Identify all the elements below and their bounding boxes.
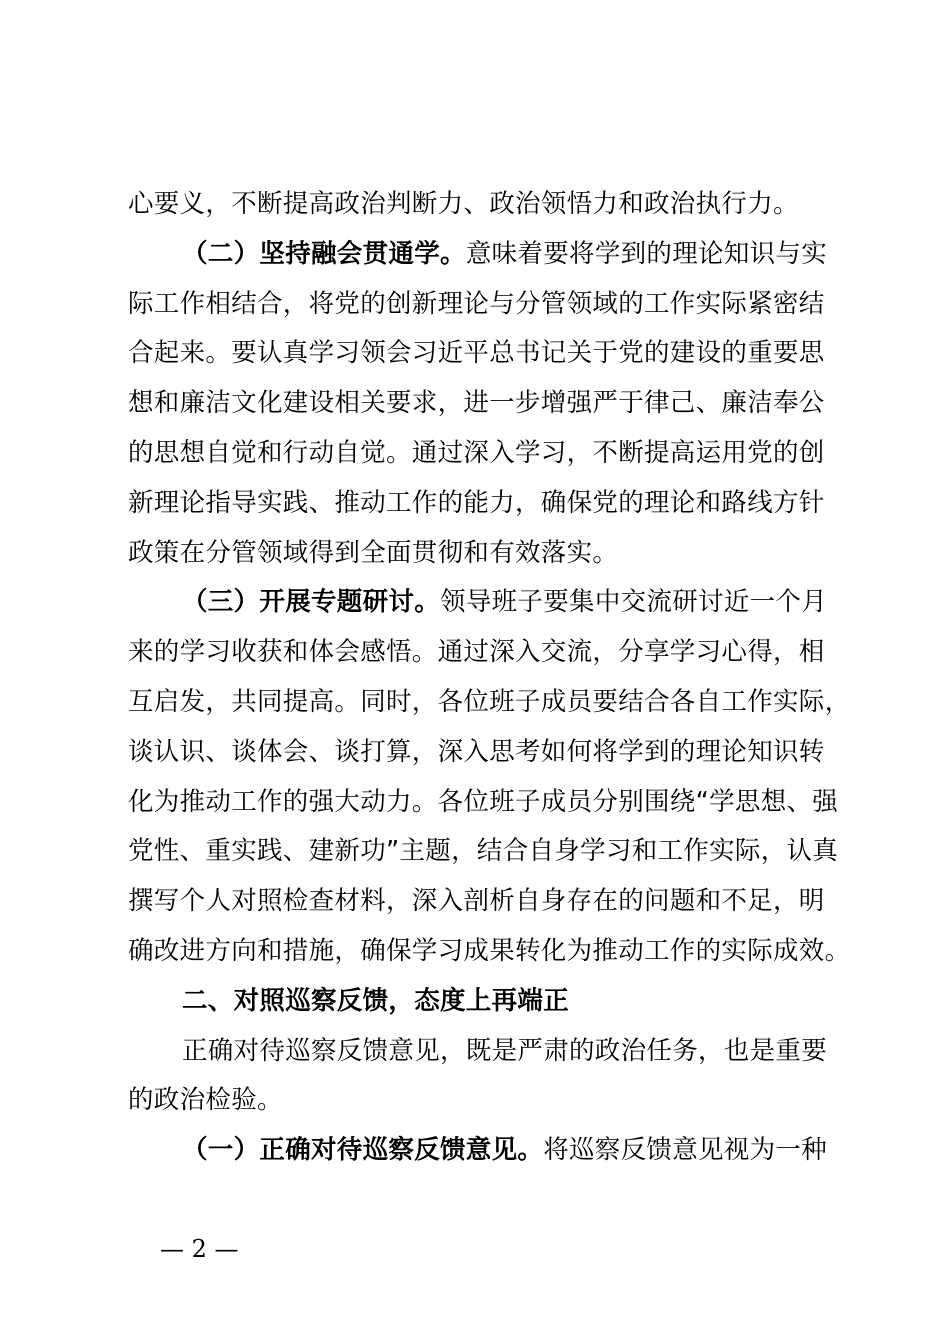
section-heading: 二、对照巡察反馈，态度上再端正 [182,985,570,1016]
paragraph-line: 撰写个人对照检查材料，深入剖析自身存在的问题和不足，明 [128,886,825,917]
paragraph-line: 确改进方向和措施，确保学习成果转化为推动工作的实际成效。 [128,935,851,966]
paragraph-line: 心要义，不断提高政治判断力、政治领悟力和政治执行力。 [128,189,799,219]
paragraph-line: 化为推动工作的强大动力。各位班子成员分别围绕“学思想、强 [128,786,839,817]
paragraph-line [128,578,833,628]
paragraph-line: 合起来。要认真学习领会习近平总书记关于党的建设的重要思 [128,338,825,369]
body-text [128,180,851,1176]
page-number: — 2 — [160,1235,239,1263]
paragraph-line [128,1126,833,1176]
paragraph-line: 党性、重实践、建新功”主题，结合自身学习和工作实际，认真 [128,836,839,867]
subheading: （一）正确对待巡察反馈意见。 [182,1135,544,1166]
paragraph-line: 想和廉洁文化建设相关要求，进一步增强严于律己、廉洁奉公 [128,388,825,419]
paragraph-text: 意味着要将学到的理论知识与实 [465,238,828,269]
paragraph-line: 正确对待巡察反馈意见，既是严肃的政治任务，也是重要 [182,1035,828,1066]
paragraph-line: 际工作相结合，将党的创新理论与分管领域的工作实际紧密结 [128,288,825,319]
paragraph-line: 来的学习收获和体会感悟。通过深入交流，分享学习心得，相 [128,637,825,668]
paragraph-line: 的政治检验。 [128,1085,283,1116]
paragraph-line: 的思想自觉和行动自觉。通过深入学习，不断提高运用党的创 [128,437,825,468]
paragraph-line: 新理论指导实践、推动工作的能力，确保党的理论和路线方针 [128,487,825,518]
paragraph-text: 领导班子要集中交流研讨近一个月 [440,587,828,618]
paragraph-line: 谈认识、谈体会、谈打算，深入思考如何将学到的理论知识转 [128,736,825,767]
subheading: （二）坚持融会贯通学。 [182,238,466,269]
paragraph-text: 将巡察反馈意见视为一种 [543,1135,828,1166]
subheading: （三）开展专题研讨。 [182,587,441,618]
paragraph-line: 政策在分管领域得到全面贯彻和有效落实。 [128,537,619,568]
paragraph-line [128,230,833,280]
paragraph-line: 互启发，共同提高。同时，各位班子成员要结合各自工作实际， [128,686,851,717]
